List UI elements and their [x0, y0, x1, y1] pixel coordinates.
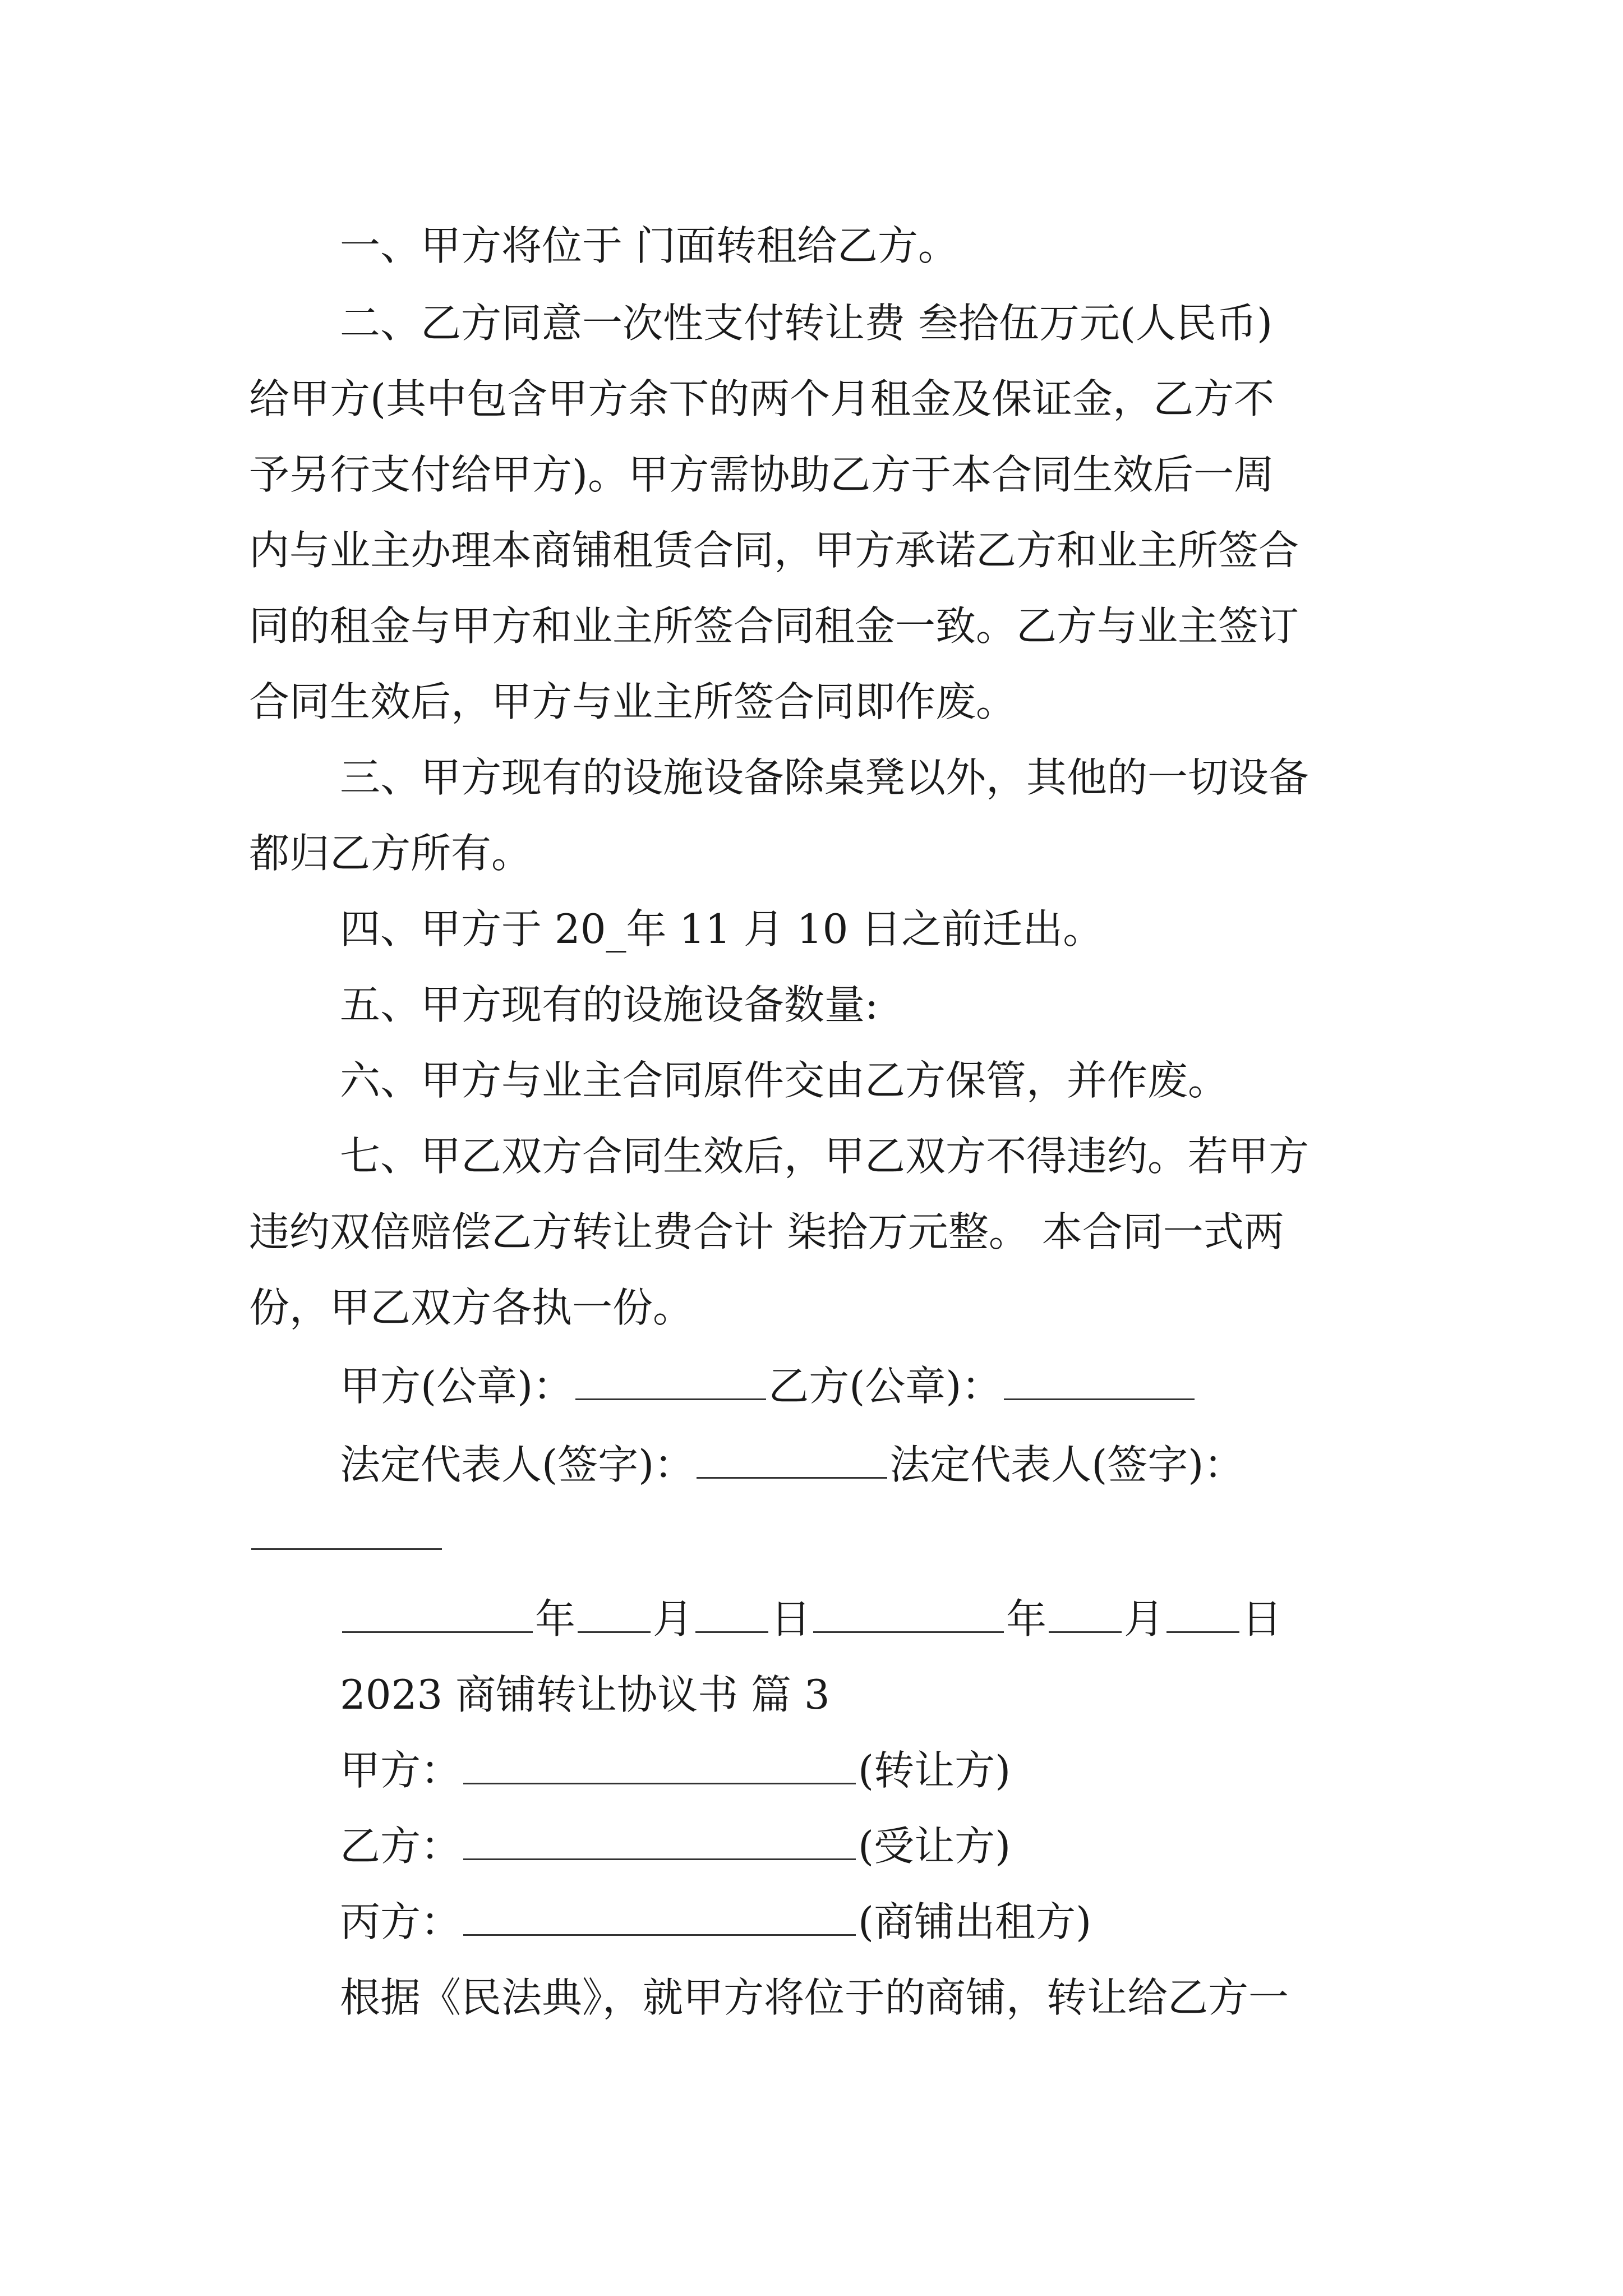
clause-2-line-4: 内与业主办理本商铺租赁合同，甲方承诺乙方和业主所签合: [249, 527, 1299, 574]
clause-4: 四、甲方于 20_年 11 月 10 日之前迁出。: [340, 905, 1104, 953]
date-line: [340, 1592, 1282, 1646]
party-b-role: (受让方): [858, 1823, 1011, 1870]
party-c-role: (商铺出租方): [858, 1898, 1092, 1945]
legal-rep-a-blank: [697, 1438, 887, 1479]
clause-1: 一、甲方将位于 门面转租给乙方。: [340, 222, 958, 269]
date-a-day-blank: [695, 1592, 768, 1633]
party-b-seal-label: 乙方(公章)：: [768, 1363, 1002, 1410]
clause-7-line-2: 违约双倍赔偿乙方转让费合计 柒拾万元整。 本合同一式两: [249, 1208, 1284, 1255]
clause-2-line-2: 给甲方(其中包含甲方余下的两个月租金及保证金，乙方不: [249, 375, 1275, 422]
clause-2-line-5: 同的租金与甲方和业主所签合同租金一致。乙方与业主签订: [249, 602, 1299, 650]
clause-6: 六、甲方与业主合同原件交由乙方保管，并作废。: [340, 1057, 1229, 1104]
date-b-month-blank: [1049, 1592, 1122, 1633]
clause-7-line-1: 七、甲乙双方合同生效后，甲乙双方不得违约。若甲方: [340, 1133, 1310, 1180]
legal-rep-b-label: 法定代表人(签字)：: [889, 1441, 1244, 1488]
party-a-seal-blank: [575, 1359, 766, 1400]
party-c-line: [340, 1895, 1091, 1949]
date-a-year: 年: [535, 1595, 576, 1642]
legal-rep-a-label: 法定代表人(签字)：: [340, 1441, 695, 1488]
section-3-intro: 根据《民法典》，就甲方将位于的商铺，转让给乙方一: [340, 1974, 1289, 2021]
section-3-heading: 2023 商铺转让协议书 篇 3: [340, 1671, 830, 1718]
date-b-year: 年: [1006, 1595, 1047, 1642]
party-c-blank: [463, 1895, 856, 1936]
date-a-year-blank: [342, 1592, 533, 1633]
date-b-year-blank: [813, 1592, 1004, 1633]
clause-7-line-3: 份，甲乙双方各执一份。: [249, 1284, 694, 1331]
legal-rep-b-blank: [251, 1509, 442, 1550]
party-b-seal-blank: [1004, 1359, 1195, 1400]
party-a-role: (转让方): [858, 1747, 1011, 1794]
party-b-label: 乙方：: [340, 1823, 462, 1870]
party-a-blank: [463, 1743, 856, 1784]
party-c-label: 丙方：: [340, 1898, 462, 1945]
date-b-day: 日: [1242, 1595, 1283, 1642]
party-a-seal-label: 甲方(公章)：: [340, 1363, 574, 1410]
date-a-month-blank: [578, 1592, 651, 1633]
date-a-month: 月: [653, 1595, 694, 1642]
date-a-day: 日: [771, 1595, 811, 1642]
date-b-day-blank: [1166, 1592, 1239, 1633]
date-b-month: 月: [1124, 1595, 1165, 1642]
clause-3-line-2: 都归乙方所有。: [249, 830, 532, 877]
party-a-label: 甲方：: [340, 1747, 462, 1794]
party-a-line: [340, 1743, 1011, 1797]
clause-2-line-6: 合同生效后，甲方与业主所签合同即作废。: [249, 678, 1017, 725]
clause-5: 五、甲方现有的设施设备数量:: [340, 981, 879, 1028]
clause-2-line-1: 二、乙方同意一次性支付转让费 叁拾伍万元(人民币): [340, 300, 1273, 347]
legal-rep-b-blank-line: [249, 1509, 444, 1563]
party-b-blank: [463, 1819, 856, 1860]
legal-rep-line: [340, 1438, 1244, 1492]
clause-2-line-3: 予另行支付给甲方)。甲方需协助乙方于本合同生效后一周: [249, 451, 1275, 498]
party-b-line: [340, 1819, 1011, 1873]
seal-line: [340, 1359, 1197, 1413]
clause-3-line-1: 三、甲方现有的设施设备除桌凳以外，其他的一切设备: [340, 754, 1310, 801]
